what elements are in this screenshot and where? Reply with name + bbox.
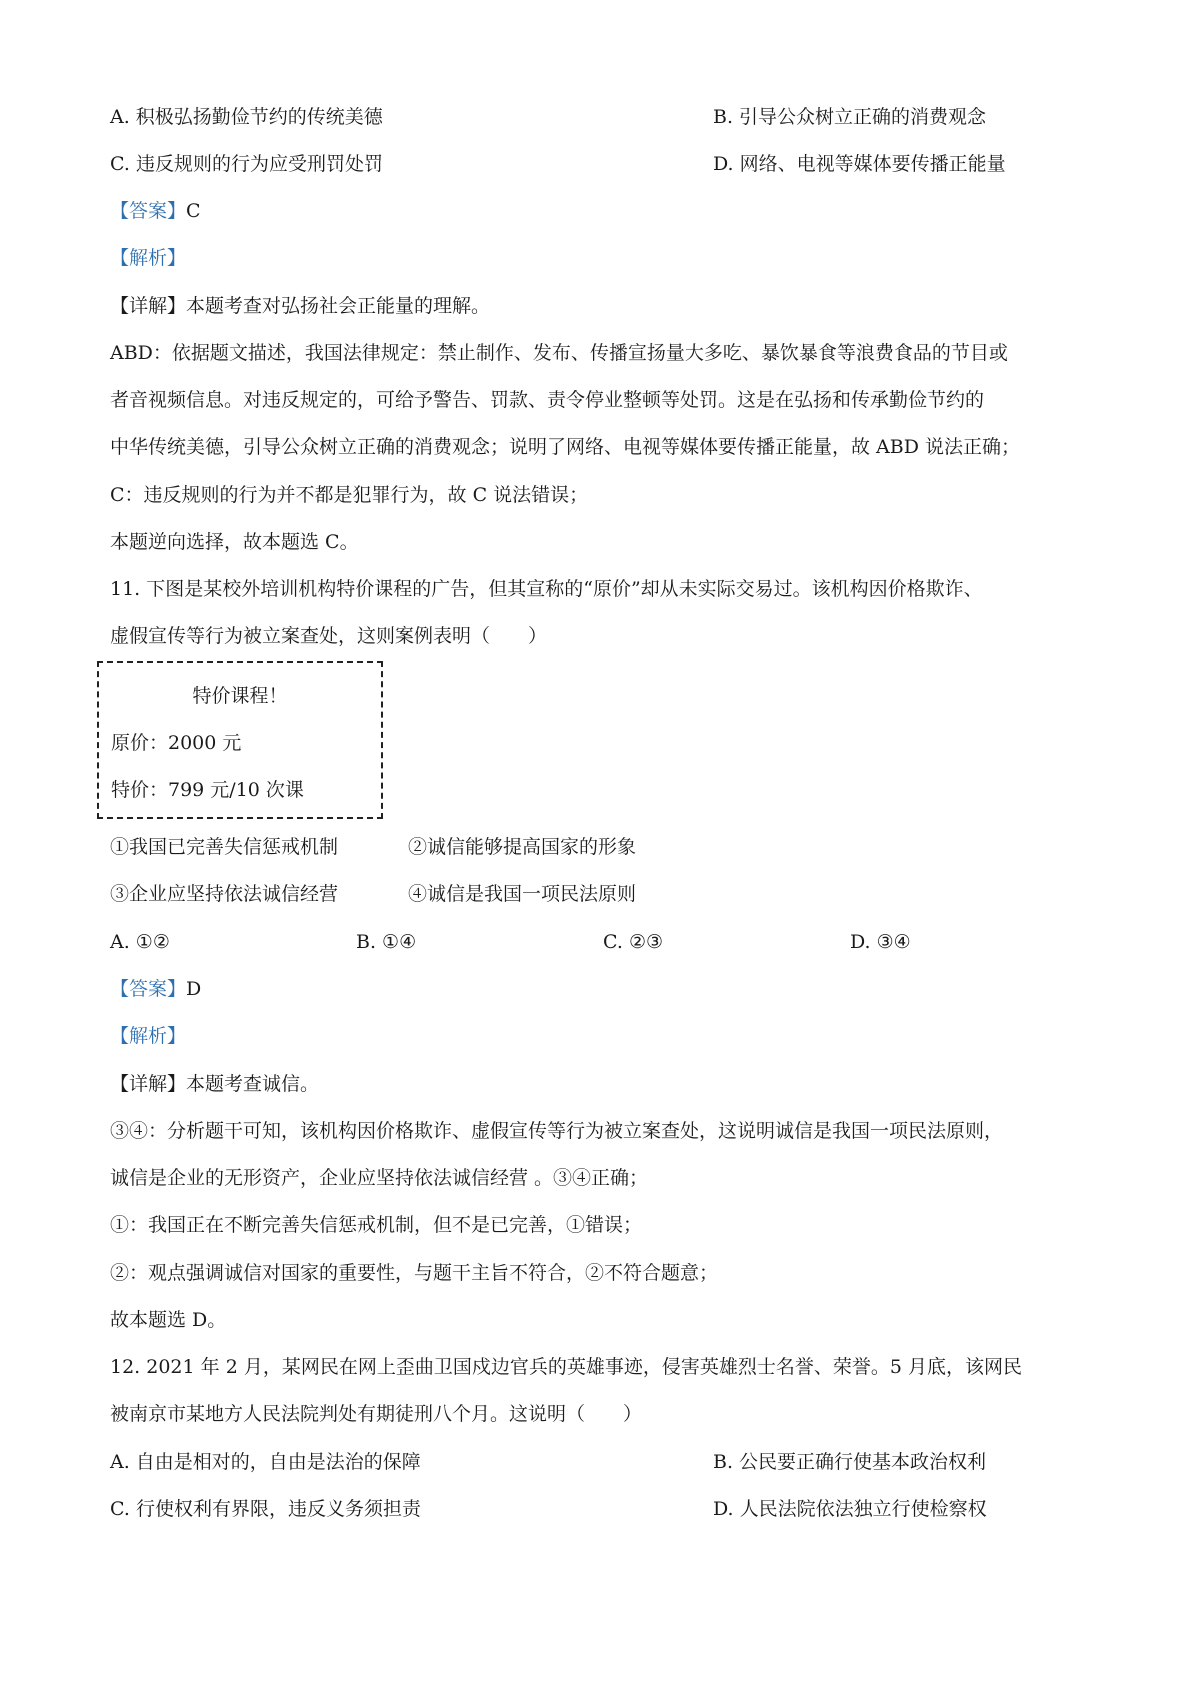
q10-detail: 【详解】本题考查对弘扬社会正能量的理解。 (110, 295, 491, 317)
answer-value: D (186, 978, 202, 1000)
q11-option-b: B. ①④ (356, 931, 417, 953)
q11-item-1: ①我国已完善失信惩戒机制 (110, 836, 339, 858)
q11-explain-line-2: 诚信是企业的无形资产，企业应坚持依法诚信经营 。③④正确； (110, 1167, 649, 1189)
q10-option-b: B. 引导公众树立正确的消费观念 (713, 106, 987, 128)
q11-analysis-tag: 【解析】 (110, 1025, 187, 1047)
q12-option-a: A. 自由是相对的，自由是法治的保障 (110, 1451, 421, 1473)
q11-explain-line-4: ②：观点强调诚信对国家的重要性，与题干主旨不符合，②不符合题意； (110, 1262, 719, 1284)
answer-tag: 【答案】 (110, 200, 187, 222)
q11-item-2: ②诚信能够提高国家的形象 (408, 836, 637, 858)
q11-answer (110, 976, 1100, 1002)
q11-item-3: ③企业应坚持依法诚信经营 (110, 883, 339, 905)
q12-stem-line-2: 被南京市某地方人民法院判处有期徒刑八个月。这说明（ ） (110, 1403, 643, 1425)
q10-option-d: D. 网络、电视等媒体要传播正能量 (713, 153, 1006, 175)
advertisement-box (97, 661, 383, 819)
answer-value: C (186, 200, 201, 222)
q10-explain-line-1: ABD：依据题文描述，我国法律规定：禁止制作、发布、传播宣扬量大多吃、暴饮暴食等浪费食品的节目或 (110, 342, 1008, 364)
q11-stem-line-1: 11. 下图是某校外培训机构特价课程的广告，但其宣称的“原价”却从未实际交易过。该机构因价格欺诈、 (110, 578, 983, 600)
q11-conclusion: 故本题选 D。 (110, 1309, 227, 1331)
q12-option-b: B. 公民要正确行使基本政治权利 (713, 1451, 987, 1473)
q12-option-d: D. 人民法院依法独立行使检察权 (713, 1498, 987, 1520)
ad-special-price: 特价：799 元/10 次课 (111, 779, 304, 801)
q12-option-row-1 (110, 1449, 1100, 1475)
q12-option-c: C. 行使权利有界限，违反义务须担责 (110, 1498, 421, 1520)
q10-option-row-2 (110, 151, 1100, 177)
q11-detail: 【详解】本题考查诚信。 (110, 1073, 320, 1095)
answer-tag: 【答案】 (110, 978, 187, 1000)
q11-item-4: ④诚信是我国一项民法原则 (408, 883, 637, 905)
q10-option-row-1 (110, 104, 1100, 130)
q11-option-a: A. ①② (110, 931, 170, 953)
q11-explain-line-3: ①：我国正在不断完善失信惩戒机制，但不是已完善，①错误； (110, 1214, 643, 1236)
q10-explain-line-3: 中华传统美德，引导公众树立正确的消费观念；说明了网络、电视等媒体要传播正能量，故 ABD 说法正确； (110, 436, 1020, 458)
q10-option-a: A. 积极弘扬勤俭节约的传统美德 (110, 106, 383, 128)
q12-option-row-2 (110, 1496, 1100, 1522)
q10-explain-line-2: 者音视频信息。对违反规定的，可给予警告、罚款、责令停业整顿等处罚。这是在弘扬和传承勤俭节约的 (110, 389, 985, 411)
q11-items-row-1 (110, 834, 1100, 860)
ad-original-price: 原价：2000 元 (111, 732, 242, 754)
q11-stem-line-2: 虚假宣传等行为被立案查处，这则案例表明（ ） (110, 625, 548, 647)
q11-items-row-2 (110, 881, 1100, 907)
q10-option-c: C. 违反规则的行为应受刑罚处罚 (110, 153, 383, 175)
ad-title: 特价课程！ (192, 685, 288, 707)
q11-option-c: C. ②③ (603, 931, 664, 953)
q12-stem-line-1: 12. 2021 年 2 月，某网民在网上歪曲卫国戍边官兵的英雄事迹，侵害英雄烈士名誉、荣誉。5 月底，该网民 (110, 1356, 1022, 1378)
q11-option-d: D. ③④ (850, 931, 911, 953)
q10-explain-line-4: C：违反规则的行为并不都是犯罪行为，故 C 说法错误； (110, 484, 589, 506)
q11-explain-line-1: ③④：分析题干可知，该机构因价格欺诈、虚假宣传等行为被立案查处，这说明诚信是我国一项民法原则， (110, 1120, 1004, 1142)
q10-conclusion: 本题逆向选择，故本题选 C。 (110, 531, 359, 553)
q10-analysis-tag: 【解析】 (110, 247, 187, 269)
q10-answer (110, 198, 1100, 224)
